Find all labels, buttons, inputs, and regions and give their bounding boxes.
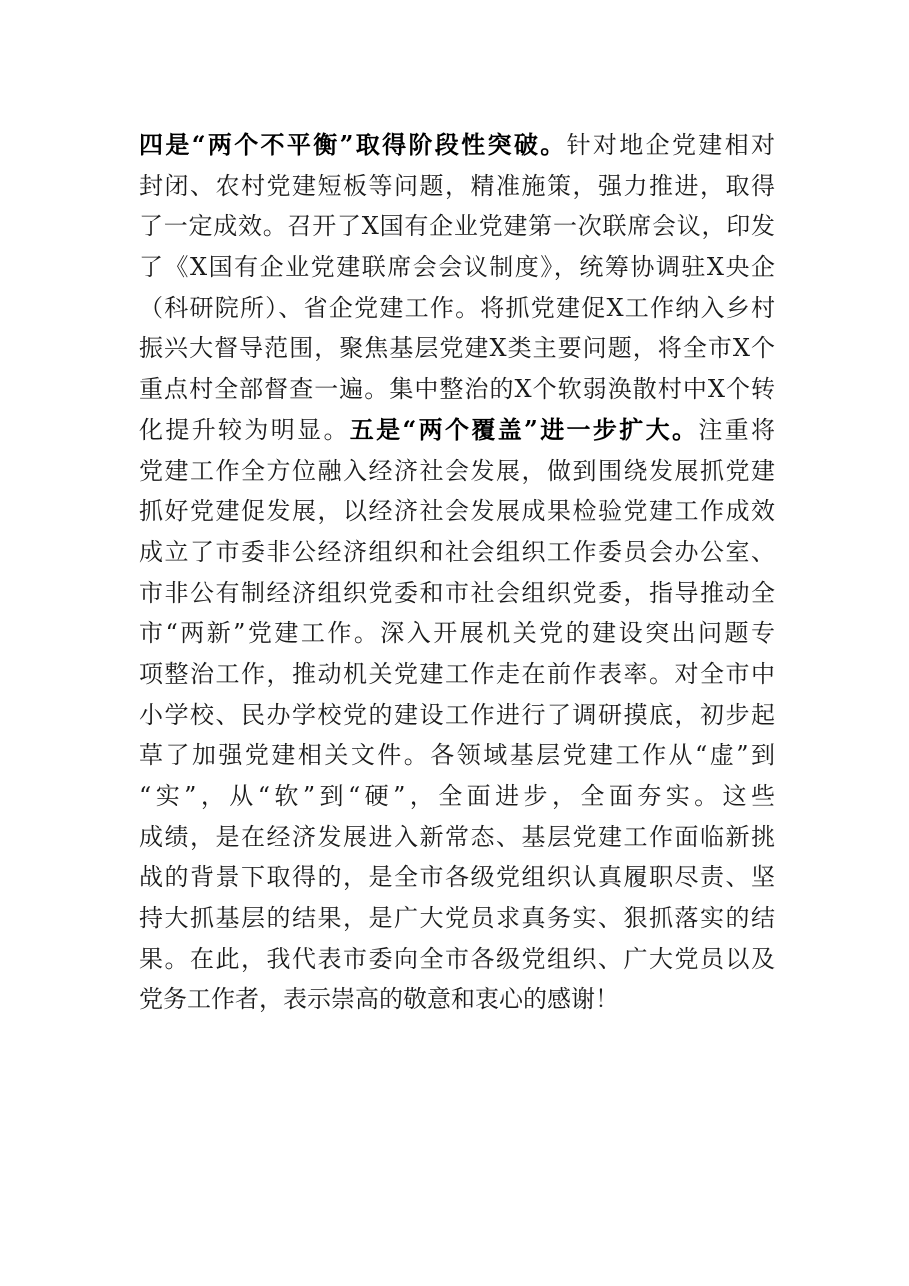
bold-heading-5: 五是“两个覆盖”进一步扩大。 — [349, 414, 699, 444]
text-line-21 — [139, 939, 775, 980]
text-line-10 — [139, 491, 775, 532]
line-text: 战的背景下取得的，是全市各级党组织认真履职尽责、坚 — [139, 863, 775, 892]
text-line-2 — [139, 166, 775, 207]
text-line-20 — [139, 898, 775, 939]
text-line-18 — [139, 817, 775, 858]
text-line-16 — [139, 735, 775, 776]
line-text: 果。在此，我代表市委向全市各级党组织、广大党员以及 — [139, 944, 775, 973]
text-line-1 — [139, 125, 775, 166]
text-line-15 — [139, 695, 775, 736]
line-text: 党建工作全方位融入经济社会发展，做到围绕发展抓党建 — [139, 456, 775, 485]
line-text: 了一定成效。召开了X国有企业党建第一次联席会议，印发 — [139, 212, 775, 241]
text-line-12 — [139, 573, 775, 614]
text-line-14 — [139, 654, 775, 695]
bold-heading-4: 四是“两个不平衡”取得阶段性突破。 — [139, 130, 567, 159]
line-text: 重点村全部督查一遍。集中整治的X个软弱涣散村中X个转 — [139, 375, 775, 404]
text-line-13 — [139, 613, 775, 654]
text-line-11 — [139, 532, 775, 573]
line-text: 市非公有制经济组织党委和市社会组织党委，指导推动全 — [139, 578, 775, 607]
text-line-19 — [139, 857, 775, 898]
text-line-17 — [139, 776, 775, 817]
document-body — [139, 125, 775, 1020]
line-text: 振兴大督导范围，聚焦基层党建X类主要问题，将全市X个 — [139, 334, 775, 363]
line-text: 化提升较为明显。 — [139, 415, 350, 444]
line-text: 针对地企党建相对 — [566, 131, 776, 159]
line-text: 成立了市委非公经济组织和社会组织工作委员会办公室、 — [139, 537, 775, 566]
line-text: 草了加强党建相关文件。各领域基层党建工作从“虚”到 — [139, 741, 775, 770]
text-line-7 — [139, 369, 775, 410]
line-text: 项整治工作，推动机关党建工作走在前作表率。对全市中 — [139, 659, 775, 688]
line-text: 党务工作者，表示崇高的敬意和衷心的感谢！ — [139, 985, 619, 1014]
text-line-4 — [139, 247, 775, 288]
line-text: 市“两新”党建工作。深入开展机关党的建设突出问题专 — [139, 619, 775, 648]
line-text: 抓好党建促发展，以经济社会发展成果检验党建工作成效 — [139, 497, 775, 526]
line-text: 小学校、民办学校党的建设工作进行了调研摸底，初步起 — [139, 700, 775, 729]
line-text: 注重将 — [698, 415, 776, 444]
text-line-5 — [139, 288, 775, 329]
text-line-22 — [139, 979, 775, 1020]
text-line-8 — [139, 410, 775, 451]
line-text: （科研院所）、省企党建工作。将抓党建促X工作纳入乡村 — [139, 293, 775, 322]
line-text: 了《X国有企业党建联席会会议制度》，统筹协调驻X央企 — [139, 253, 775, 282]
line-text: 成绩，是在经济发展进入新常态、基层党建工作面临新挑 — [139, 822, 775, 851]
line-text: 持大抓基层的结果，是广大党员求真务实、狠抓落实的结 — [139, 904, 775, 933]
line-text: “实”，从“软”到“硬”，全面进步，全面夯实。这些 — [139, 782, 775, 810]
text-line-6 — [139, 328, 775, 369]
text-line-3 — [139, 206, 775, 247]
text-line-9 — [139, 451, 775, 492]
line-text: 封闭、农村党建短板等问题，精准施策，强力推进，取得 — [139, 171, 775, 200]
